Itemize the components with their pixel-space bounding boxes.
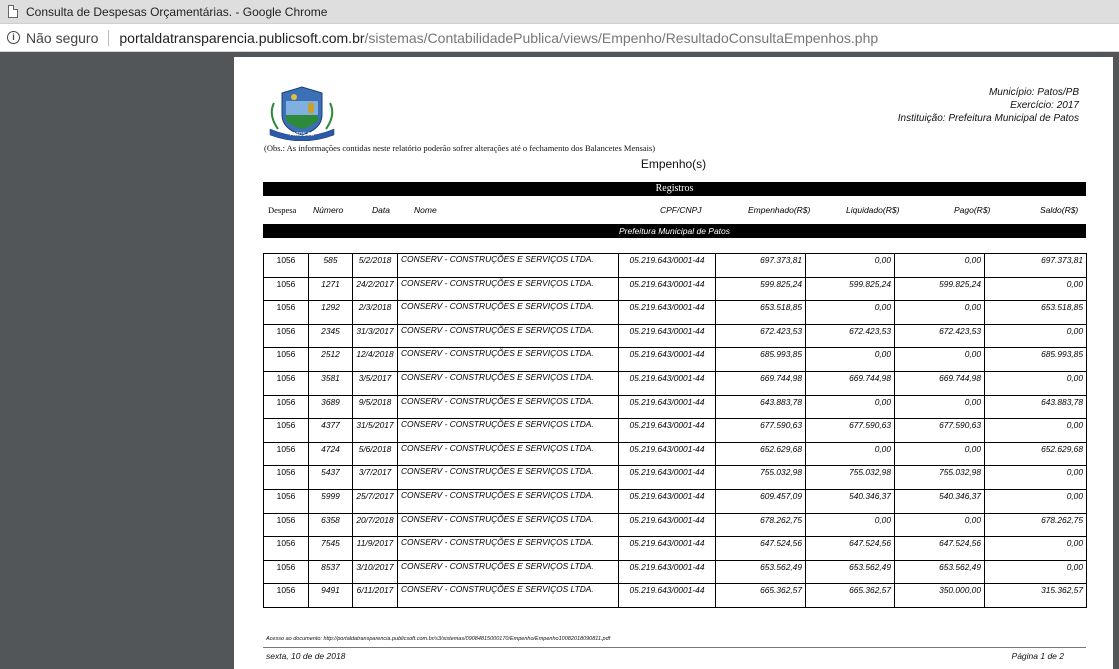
cell-cpf: 05.219.643/0001-44: [619, 348, 716, 372]
cell-liquidado: 677.590,63: [806, 419, 895, 443]
info-icon[interactable]: i: [7, 31, 20, 44]
municipal-crest-logo: [264, 85, 340, 141]
access-link[interactable]: Acesso ao documento: http://portaldatransparencia.publicsoft.com.br/s3/sistemas/09084815000170/Empenho/Empenho10082018090811.pdf: [266, 636, 611, 642]
table-row: [264, 419, 1087, 443]
cell-nome: CONSERV - CONSTRUÇÕES E SERVIÇOS LTDA.: [398, 537, 619, 561]
cell-nome: CONSERV - CONSTRUÇÕES E SERVIÇOS LTDA.: [398, 489, 619, 513]
cell-pago: 0,00: [895, 254, 985, 278]
cell-saldo: 678.262,75: [985, 513, 1087, 537]
pdf-viewer[interactable]: [0, 53, 1119, 669]
cell-liquidado: 0,00: [806, 348, 895, 372]
cell-empenhado: 755.032,98: [716, 466, 806, 490]
header-pago: Pago(R$): [954, 205, 991, 215]
cell-despesa: 1056: [264, 537, 309, 561]
cell-despesa: 1056: [264, 254, 309, 278]
cell-cpf: 05.219.643/0001-44: [619, 560, 716, 584]
cell-saldo: 0,00: [985, 324, 1087, 348]
cell-empenhado: 653.562,49: [716, 560, 806, 584]
cell-numero: 3581: [309, 371, 353, 395]
cell-despesa: 1056: [264, 442, 309, 466]
cell-cpf: 05.219.643/0001-44: [619, 466, 716, 490]
table-row: [264, 254, 1087, 278]
cell-pago: 653.562,49: [895, 560, 985, 584]
window-titlebar: [0, 0, 1119, 24]
cell-pago: 669.744,98: [895, 371, 985, 395]
cell-pago: 755.032,98: [895, 466, 985, 490]
table-row: [264, 584, 1087, 608]
header-despesa: Despesa: [268, 205, 297, 215]
cell-nome: CONSERV - CONSTRUÇÕES E SERVIÇOS LTDA.: [398, 466, 619, 490]
cell-cpf: 05.219.643/0001-44: [619, 324, 716, 348]
cell-despesa: 1056: [264, 371, 309, 395]
url-path[interactable]: /sistemas/ContabilidadePublica/views/Empenho/ResultadoConsultaEmpenhos.php: [364, 29, 879, 46]
header-nome: Nome: [414, 205, 437, 215]
cell-empenhado: 672.423,53: [716, 324, 806, 348]
cell-pago: 672.423,53: [895, 324, 985, 348]
table-row: [264, 513, 1087, 537]
cell-saldo: 652.629,68: [985, 442, 1087, 466]
header-cpf: CPF/CNPJ: [660, 205, 702, 215]
cell-data: 12/4/2018: [353, 348, 398, 372]
cell-nome: CONSERV - CONSTRUÇÕES E SERVIÇOS LTDA.: [398, 348, 619, 372]
crest-text: PATOS-PB: [289, 132, 315, 138]
header-liquidado: Liquidado(R$): [846, 205, 900, 215]
cell-empenhado: 677.590,63: [716, 419, 806, 443]
pdf-page: [234, 57, 1113, 669]
cell-liquidado: 540.346,37: [806, 489, 895, 513]
cell-empenhado: 697.373,81: [716, 254, 806, 278]
cell-nome: CONSERV - CONSTRUÇÕES E SERVIÇOS LTDA.: [398, 324, 619, 348]
cell-nome: CONSERV - CONSTRUÇÕES E SERVIÇOS LTDA.: [398, 371, 619, 395]
cell-despesa: 1056: [264, 466, 309, 490]
cell-saldo: 643.883,78: [985, 395, 1087, 419]
cell-despesa: 1056: [264, 324, 309, 348]
observation-note: (Obs.: As informações contidas neste relatório poderão sofrer alterações até o fechamento dos Balancetes Mensais): [264, 143, 656, 153]
cell-numero: 5437: [309, 466, 353, 490]
cell-numero: 2345: [309, 324, 353, 348]
cell-pago: 350.000,00: [895, 584, 985, 608]
cell-data: 31/3/2017: [353, 324, 398, 348]
cell-empenhado: 669.744,98: [716, 371, 806, 395]
table-row: [264, 371, 1087, 395]
cell-nome: CONSERV - CONSTRUÇÕES E SERVIÇOS LTDA.: [398, 419, 619, 443]
cell-cpf: 05.219.643/0001-44: [619, 584, 716, 608]
cell-liquidado: 0,00: [806, 513, 895, 537]
cell-cpf: 05.219.643/0001-44: [619, 489, 716, 513]
cell-liquidado: 599.825,24: [806, 277, 895, 301]
cell-pago: 677.590,63: [895, 419, 985, 443]
window-title: Consulta de Despesas Orçamentárias. - Google Chrome: [26, 4, 328, 19]
cell-liquidado: 0,00: [806, 301, 895, 325]
table-row: [264, 489, 1087, 513]
cell-saldo: 653.518,85: [985, 301, 1087, 325]
cell-data: 2/3/2018: [353, 301, 398, 325]
table-row: [264, 466, 1087, 490]
cell-saldo: 0,00: [985, 277, 1087, 301]
cell-despesa: 1056: [264, 348, 309, 372]
cell-saldo: 0,00: [985, 560, 1087, 584]
empenhos-table: [263, 253, 1087, 608]
cell-saldo: 0,00: [985, 537, 1087, 561]
cell-pago: 0,00: [895, 348, 985, 372]
cell-pago: 599.825,24: [895, 277, 985, 301]
header-empenhado: Empenhado(R$): [748, 205, 811, 215]
cell-cpf: 05.219.643/0001-44: [619, 301, 716, 325]
cell-empenhado: 685.993,85: [716, 348, 806, 372]
table-row: [264, 277, 1087, 301]
url-host[interactable]: portaldatransparencia.publicsoft.com.br: [119, 29, 365, 46]
cell-empenhado: 653.518,85: [716, 301, 806, 325]
footer-divider: [263, 647, 1086, 648]
cell-despesa: 1056: [264, 489, 309, 513]
cell-data: 20/7/2018: [353, 513, 398, 537]
cell-cpf: 05.219.643/0001-44: [619, 442, 716, 466]
cell-empenhado: 652.629,68: [716, 442, 806, 466]
cell-empenhado: 678.262,75: [716, 513, 806, 537]
cell-liquidado: 755.032,98: [806, 466, 895, 490]
cell-data: 6/11/2017: [353, 584, 398, 608]
cell-data: 5/2/2018: [353, 254, 398, 278]
exercicio-text: Exercício: 2017: [1010, 100, 1079, 111]
cell-despesa: 1056: [264, 395, 309, 419]
cell-liquidado: 0,00: [806, 395, 895, 419]
cell-empenhado: 609.457,09: [716, 489, 806, 513]
address-bar[interactable]: [0, 24, 1119, 52]
cell-numero: 4377: [309, 419, 353, 443]
cell-despesa: 1056: [264, 301, 309, 325]
cell-numero: 8537: [309, 560, 353, 584]
cell-liquidado: 647.524,56: [806, 537, 895, 561]
cell-data: 3/10/2017: [353, 560, 398, 584]
cell-saldo: 685.993,85: [985, 348, 1087, 372]
cell-empenhado: 599.825,24: [716, 277, 806, 301]
table-row: [264, 301, 1087, 325]
cell-data: 11/9/2017: [353, 537, 398, 561]
cell-numero: 1292: [309, 301, 353, 325]
table-row: [264, 537, 1087, 561]
table-row: [264, 324, 1087, 348]
cell-pago: 0,00: [895, 395, 985, 419]
cell-numero: 6358: [309, 513, 353, 537]
page-icon: [8, 5, 18, 18]
cell-numero: 3689: [309, 395, 353, 419]
cell-cpf: 05.219.643/0001-44: [619, 395, 716, 419]
cell-numero: 2512: [309, 348, 353, 372]
table-row: [264, 395, 1087, 419]
cell-data: 24/2/2017: [353, 277, 398, 301]
header-numero: Número: [313, 205, 344, 215]
address-separator: [108, 30, 109, 46]
cell-cpf: 05.219.643/0001-44: [619, 537, 716, 561]
cell-numero: 585: [309, 254, 353, 278]
cell-despesa: 1056: [264, 560, 309, 584]
cell-despesa: 1056: [264, 419, 309, 443]
header-saldo: Saldo(R$): [1040, 205, 1079, 215]
table-row: [264, 348, 1087, 372]
cell-pago: 647.524,56: [895, 537, 985, 561]
cell-numero: 1271: [309, 277, 353, 301]
cell-liquidado: 669.744,98: [806, 371, 895, 395]
cell-saldo: 0,00: [985, 419, 1087, 443]
cell-pago: 0,00: [895, 513, 985, 537]
cell-cpf: 05.219.643/0001-44: [619, 513, 716, 537]
table-row: [264, 560, 1087, 584]
cell-despesa: 1056: [264, 277, 309, 301]
cell-despesa: 1056: [264, 513, 309, 537]
table-row: [264, 442, 1087, 466]
cell-saldo: 697.373,81: [985, 254, 1087, 278]
cell-liquidado: 672.423,53: [806, 324, 895, 348]
instituicao-text: Instituição: Prefeitura Municipal de Patos: [897, 113, 1079, 124]
cell-empenhado: 643.883,78: [716, 395, 806, 419]
cell-nome: CONSERV - CONSTRUÇÕES E SERVIÇOS LTDA.: [398, 513, 619, 537]
registros-bar: Registros: [263, 182, 1086, 196]
cell-nome: CONSERV - CONSTRUÇÕES E SERVIÇOS LTDA.: [398, 277, 619, 301]
cell-cpf: 05.219.643/0001-44: [619, 254, 716, 278]
cell-pago: 0,00: [895, 442, 985, 466]
cell-cpf: 05.219.643/0001-44: [619, 277, 716, 301]
cell-cpf: 05.219.643/0001-44: [619, 371, 716, 395]
cell-saldo: 0,00: [985, 466, 1087, 490]
cell-pago: 0,00: [895, 301, 985, 325]
cell-nome: CONSERV - CONSTRUÇÕES E SERVIÇOS LTDA.: [398, 301, 619, 325]
cell-nome: CONSERV - CONSTRUÇÕES E SERVIÇOS LTDA.: [398, 254, 619, 278]
cell-nome: CONSERV - CONSTRUÇÕES E SERVIÇOS LTDA.: [398, 560, 619, 584]
cell-data: 3/5/2017: [353, 371, 398, 395]
institution-bar: Prefeitura Municipal de Patos: [263, 224, 1086, 238]
cell-saldo: 0,00: [985, 371, 1087, 395]
cell-empenhado: 665.362,57: [716, 584, 806, 608]
municipio-text: Município: Patos/PB: [988, 87, 1079, 98]
cell-data: 31/5/2017: [353, 419, 398, 443]
cell-numero: 4724: [309, 442, 353, 466]
header-data: Data: [372, 205, 390, 215]
cell-pago: 540.346,37: [895, 489, 985, 513]
page-number: Página 1 de 2: [1011, 651, 1064, 661]
cell-data: 5/6/2018: [353, 442, 398, 466]
cell-liquidado: 665.362,57: [806, 584, 895, 608]
security-status[interactable]: Não seguro: [26, 29, 99, 46]
cell-despesa: 1056: [264, 584, 309, 608]
cell-numero: 7545: [309, 537, 353, 561]
cell-nome: CONSERV - CONSTRUÇÕES E SERVIÇOS LTDA.: [398, 395, 619, 419]
cell-nome: CONSERV - CONSTRUÇÕES E SERVIÇOS LTDA.: [398, 584, 619, 608]
cell-cpf: 05.219.643/0001-44: [619, 419, 716, 443]
cell-numero: 9491: [309, 584, 353, 608]
cell-data: 9/5/2018: [353, 395, 398, 419]
cell-empenhado: 647.524,56: [716, 537, 806, 561]
cell-data: 25/7/2017: [353, 489, 398, 513]
report-meta: [898, 86, 1079, 125]
cell-numero: 5999: [309, 489, 353, 513]
report-date: sexta, 10 de de 2018: [266, 651, 346, 661]
cell-liquidado: 653.562,49: [806, 560, 895, 584]
cell-saldo: 0,00: [985, 489, 1087, 513]
cell-data: 3/7/2017: [353, 466, 398, 490]
cell-liquidado: 0,00: [806, 442, 895, 466]
cell-nome: CONSERV - CONSTRUÇÕES E SERVIÇOS LTDA.: [398, 442, 619, 466]
cell-liquidado: 0,00: [806, 254, 895, 278]
cell-saldo: 315.362,57: [985, 584, 1087, 608]
report-title: Empenho(s): [640, 157, 707, 171]
